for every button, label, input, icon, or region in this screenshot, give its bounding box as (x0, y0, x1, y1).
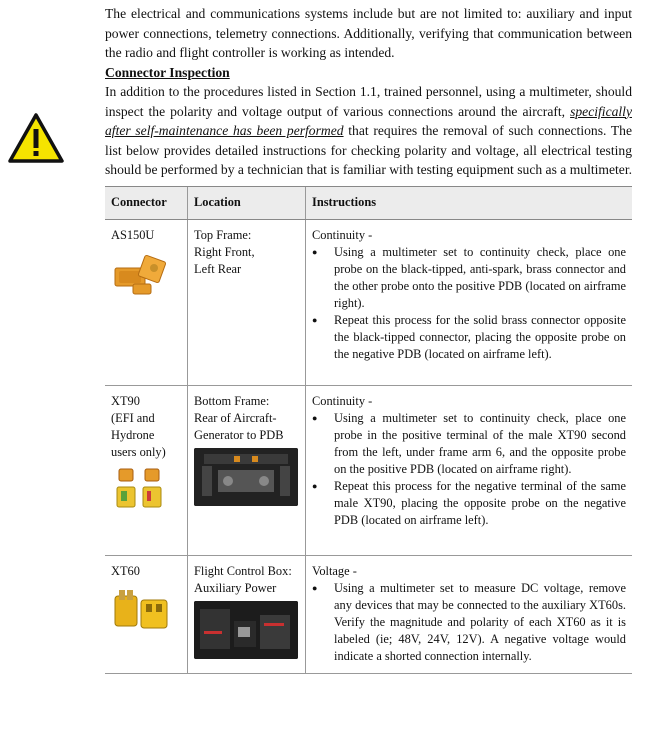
header-connector: Connector (105, 186, 188, 219)
location-line: Right Front, (194, 244, 255, 259)
instruction-title: Continuity - (312, 393, 373, 408)
location-cell (188, 555, 306, 673)
instruction-title: Continuity - (312, 227, 373, 242)
bottom-frame-photo (194, 448, 298, 506)
instruction-bullet: ● Using a multimeter set to measure DC voltage, remove any devices that may be connected to the auxiliary XT60s. Verify the magnitude and polarity of each XT60 as it is labeled (ie; 48V, 24V, 12V). A negative voltage would indicate a shorted connection internally. (312, 580, 626, 665)
connector-cell (105, 555, 188, 673)
location-line: Rear of Aircraft- (194, 410, 277, 425)
connector-cell (105, 385, 188, 555)
warning-triangle-icon (8, 112, 64, 164)
instruction-title: Voltage - (312, 563, 357, 578)
instruction-bullet: ● Using a multimeter set to continuity check, place one probe in the positive terminal of the male XT90 second from the left, under frame arm 6, and the opposite probe on the positive PDB (located on airframe right). (312, 410, 626, 478)
para-before: In addition to the procedures listed in Section 1.1, trained personnel, using a multimeter, should inspect the polarity and voltage output of various connections around the aircraft, (105, 84, 632, 119)
para-emphasis: specifically after self-maintenance has been performed (105, 103, 632, 138)
para-after: that requires the removal of such connections. The list below provides detailed instructions for checking polarity and voltage, all electrical testing should be performed by a technician that is familiar with testing equipment such as a multimeter. (105, 123, 632, 177)
location-cell (188, 219, 306, 385)
header-location: Location (188, 186, 306, 219)
inspection-paragraph (105, 82, 632, 180)
instructions-cell (306, 219, 633, 385)
flight-control-box-photo (194, 601, 298, 659)
connector-name: XT60 (111, 563, 140, 578)
header-instructions: Instructions (306, 186, 633, 219)
xt90-connector-image (111, 467, 171, 511)
instruction-bullet: ● Repeat this process for the solid brass connector opposite the black-tipped connector, placing the opposite probe on the negative PDB (located on airframe left). (312, 312, 626, 363)
instruction-bullet: ● Repeat this process for the negative terminal of the same male XT90, placing the opposite probe on the negative PDB (located on airframe left). (312, 478, 626, 529)
instructions-cell (306, 555, 633, 673)
location-line: Auxiliary Power (194, 580, 277, 595)
connector-name-line: Hydrone (111, 427, 155, 442)
document-body (105, 4, 632, 674)
xt60-connector-image (111, 586, 173, 632)
connector-name-line: XT90 (111, 393, 140, 408)
location-line: Generator to PDB (194, 427, 284, 442)
location-line: Left Rear (194, 261, 242, 276)
connector-table (105, 186, 632, 674)
connector-name: AS150U (111, 227, 155, 242)
location-line: Flight Control Box: (194, 563, 292, 578)
connector-cell (105, 219, 188, 385)
as150u-connector-image (111, 250, 171, 300)
location-line: Bottom Frame: (194, 393, 270, 408)
connector-name-line: users only) (111, 444, 166, 459)
intro-paragraph: The electrical and communications systems include but are not limited to: auxiliary and input power connections, telemetry connections. Additionally, verifying that communication between the radio and flight controller is working as intended. (105, 6, 632, 60)
location-cell (188, 385, 306, 555)
table-row (105, 555, 632, 673)
instruction-bullet: ● Using a multimeter set to continuity check, place one probe on the black-tipped, anti-spark, brass connector and the other probe onto the positive PDB (located on airframe right). (312, 244, 626, 312)
table-header-row (105, 186, 632, 219)
connector-name-line: (EFI and (111, 410, 155, 425)
section-title: Connector Inspection (105, 64, 230, 80)
table-row (105, 219, 632, 385)
table-row (105, 385, 632, 555)
instructions-cell (306, 385, 633, 555)
location-line: Top Frame: (194, 227, 252, 242)
